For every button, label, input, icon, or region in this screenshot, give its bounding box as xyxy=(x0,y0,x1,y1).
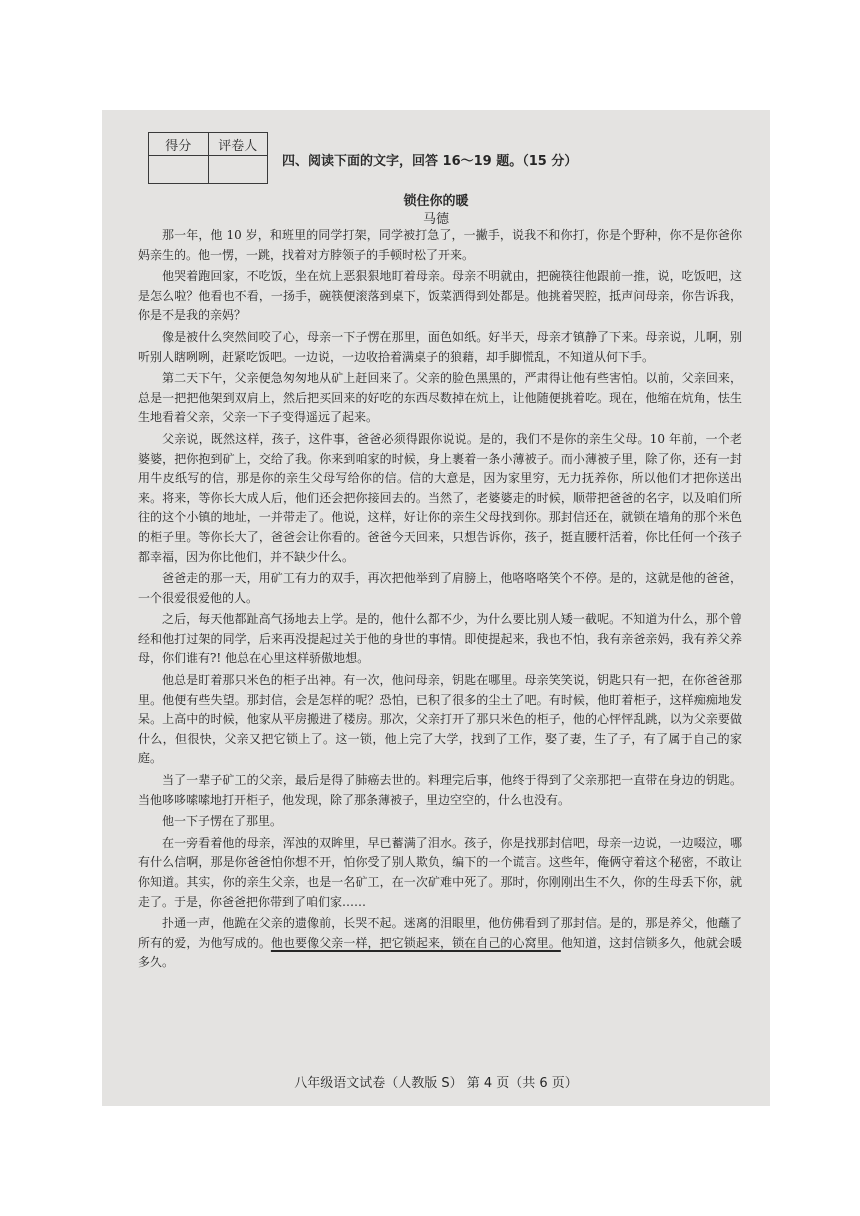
score-label: 得分 xyxy=(149,133,209,156)
paragraph: 那一年，他 10 岁，和班里的同学打架，同学被打急了，一撇手，说我不和你打，你是个野种，你不是你爸你妈亲生的。他一愣，一跳，找着对方脖领子的手顿时松了开来。 xyxy=(138,228,742,262)
underlined-sentence: 他也要像父亲一样，把它锁起来，锁在自己的心窝里。 xyxy=(270,935,561,950)
exam-page xyxy=(102,110,770,1106)
paragraph: 他一下子愣在了那里。 xyxy=(162,814,283,829)
grader-blank xyxy=(208,156,268,184)
paragraph: 像是被什么突然间咬了心，母亲一下子愣在那里，面色如纸。好半天，母亲才镇静了下来。母亲说，儿啊，别听别人瞎咧咧，赶紧吃饭吧。一边说，一边收拾着满桌子的狼藉，却手脚慌乱，不知道从何下手。 xyxy=(138,329,742,364)
page-footer: 八年级语文试卷（人教版 S） 第 4 页（共 6 页） xyxy=(294,1076,578,1091)
paragraph: 父亲说，既然这样，孩子，这件事，爸爸必须得跟你说说。是的，我们不是你的亲生父母。10 年前，一个老婆婆，把你抱到矿上，交给了我。你来到咱家的时候，身上裹着一条小薄被子。而小薄被子里，除了你，还有一封用牛皮纸写的信，那是你的亲生父母写给你的信。信的大意是，因为家里穷，无力抚养你，所以他们才把你送出来。将来，等你长大成人后，他们还会把你接回去的。当然了，老婆婆走的时候，顺带把爸爸的名字，以及咱们所往的这个小镇的地址，一并带走了。他说，这样，好让你的亲生父母找到你。那封信还在，就锁在墙角的那个米色的柜子里。等你长大了，爸爸会让你看的。爸爸今天回来，只想告诉你，孩子，挺直腰杆活着，你比任何一个孩子都幸福，因为你比他们，并不缺少什么。 xyxy=(138,431,742,564)
paragraph: 之后，每天他都趾高气扬地去上学。是的，他什么都不少，为什么要比别人矮一截呢。不知道为什么，那个曾经和他打过架的同学，后来再没提起过关于他的身世的事情。即使提起来，我也不怕，我有亲爸亲妈，我有养父养母，你们谁有?! 他总在心里这样骄傲地想。 xyxy=(138,612,742,666)
article-title: 锁住你的暖 xyxy=(403,194,469,209)
paragraph: 在一旁看着他的母亲，浑浊的双眸里，早已蓄满了泪水。孩子，你是找那封信吧，母亲一边说，一边啜泣，哪有什么信啊，那是你爸爸怕你想不开，怕你受了别人欺负，编下的一个谎言。这些年，俺俩守着这个秘密，不敢让你知道。其实，你的亲生父亲，也是一名矿工，在一次矿难中死了。那时，你刚刚出生不久，你的生母丢下你，就走了。于是，你爸爸把你带到了咱们家…… xyxy=(138,835,742,909)
paragraph: 他哭着跑回家，不吃饭，坐在炕上恶狠狠地盯着母亲。母亲不明就由，把碗筷往他跟前一推，说，吃饭吧，这是怎么啦？他看也不看，一扬手，碗筷便滚落到桌下，饭菜洒得到处都是。他挑着哭腔，抵声问母亲，你告诉我，你是不是我的亲妈？ xyxy=(138,269,742,323)
final-paragraph xyxy=(138,914,742,973)
paragraph: 第二天下午，父亲便急匆匆地从矿上赶回来了。父亲的脸色黑黑的，严肃得让他有些害怕。以前，父亲回来，总是一把把他架到双肩上，然后把买回来的好吃的东西尽数掉在炕上，让他随便挑着吃。现在，他缩在炕角，怯生生地看着父亲，父亲一下子变得遥远了起来。 xyxy=(138,371,742,425)
score-blank xyxy=(149,156,209,184)
paragraph-lead: 扑通一声，他跪在父亲的遗像前，长哭不起。迷离的泪眼里，他仿佛看到了那封信。是的，那是养父，他蘸了所有的爱，为他写成的。 xyxy=(138,916,742,950)
score-box xyxy=(148,132,268,184)
section-heading: 四、阅读下面的文字，回答 16～19 题。（15 分） xyxy=(282,154,578,169)
paragraph: 当了一辈子矿工的父亲，最后是得了肺癌去世的。料理完后事，他终于得到了父亲那把一直带在身边的钥匙。当他哆哆嗦嗦地打开柜子，他发现，除了那条薄被子，里边空空的，什么也没有。 xyxy=(138,773,742,807)
paragraph: 他总是盯着那只米色的柜子出神。有一次，他问母亲，钥匙在哪里。母亲笑笑说，钥匙只有一把，在你爸爸那里。他便有些失望。那封信，会是怎样的呢？恐怕，已积了很多的尘土了吧。有时候，他盯着柜子，这样痴痴地发呆。上高中的时候，他家从平房搬进了楼房。那次，父亲打开了那只米色的柜子，他的心怦怦乱跳，以为父亲要做什么，但很快，父亲又把它锁上了。这一锁，他上完了大学，找到了工作，娶了妻，生了子，有了属于自己的家庭。 xyxy=(138,673,742,766)
paragraph: 爸爸走的那一天，用矿工有力的双手，再次把他举到了肩膀上，他咯咯咯笑个不停。是的，这就是他的爸爸，一个很爱很爱他的人。 xyxy=(138,571,742,605)
paragraph-tail: 他知道，这封信锁多久，他就会暖多久。 xyxy=(138,935,742,970)
article-body xyxy=(138,226,742,975)
grader-label: 评卷人 xyxy=(208,133,268,156)
article-author: 马德 xyxy=(422,212,449,227)
